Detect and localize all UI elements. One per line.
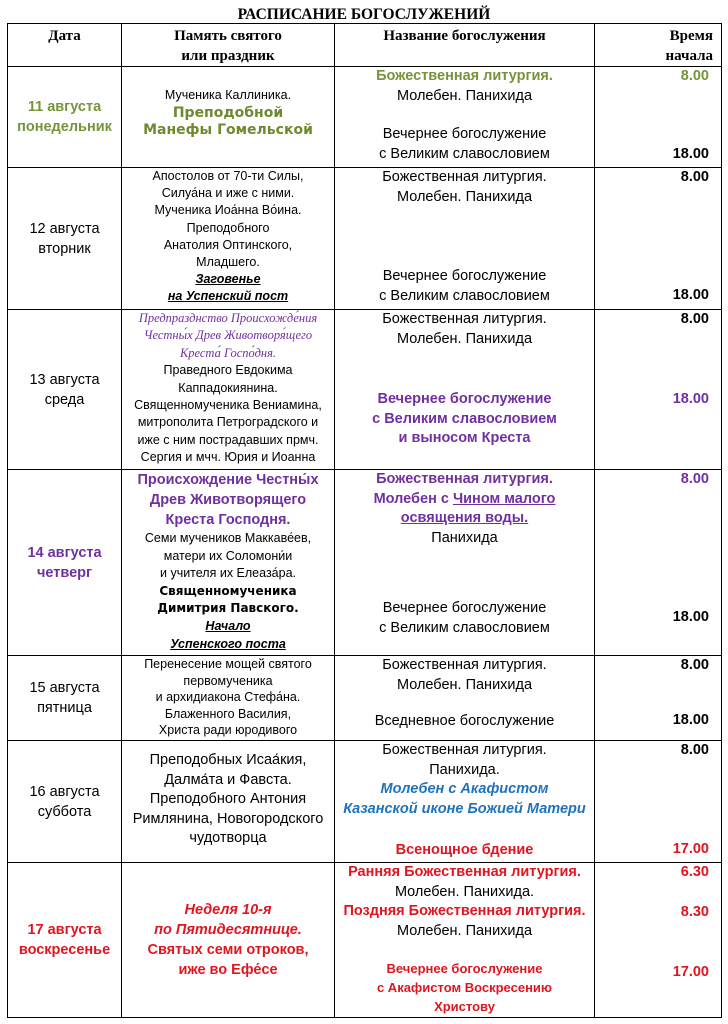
service-cell: Ранняя Божественная литургия. Молебен. Панихида. Поздняя Божественная литургия. Молебен. Панихида Вечернее богослужение с Акафистом Воскресению Христову bbox=[335, 863, 595, 1018]
memory-cell: Неделя 10-я по Пятидесятнице. Святых семи отроков, иже во Ефе́се bbox=[122, 863, 335, 1018]
date-cell: 13 августа среда bbox=[8, 310, 122, 470]
memory-cell: Происхождение Честны́х Древ Животворящего Креста Господня. Семи мучеников Маккаве́ев, матери их Соломони́и и учителя их Елеаза́ра. Священномученика Димитрия Павского. Начало Успенского поста bbox=[122, 470, 335, 656]
memory-cell: Преподобных Исаа́кия, Далма́та и Фавста. Преподобного Антония Римлянина, Новогородского чудотворца bbox=[122, 741, 335, 863]
date-cell: 12 августа вторник bbox=[8, 168, 122, 310]
header-time: Время начала bbox=[595, 24, 722, 67]
table-header-row bbox=[8, 24, 722, 67]
date-cell: 16 августа суббота bbox=[8, 741, 122, 863]
date-cell: 11 августа понедельник bbox=[8, 67, 122, 168]
table-row-aug-15 bbox=[8, 656, 722, 741]
table-row-aug-14 bbox=[8, 470, 722, 656]
time-cell: 8.00 18.00 bbox=[595, 470, 722, 656]
memory-cell: Предпразднство Происхожде́ния Честны́х Древ Животворя́щего Креста́ Госпо́дня. Праведного Евдокима Каппадокиянина. Священномученика Вениамина, митрополита Петроградского и иже с ним пострадавших прмч. Сергия и мчч. Юрия и Иоанна bbox=[122, 310, 335, 470]
service-cell: Божественная литургия. Молебен. Панихида Вечернее богослужение с Великим славословием bbox=[335, 168, 595, 310]
date-cell: 15 августа пятница bbox=[8, 656, 122, 741]
service-cell: Божественная литургия. Молебен с Чином малого освящения воды. Панихида Вечернее богослужение с Великим славословием bbox=[335, 470, 595, 656]
memory-cell: Апостолов от 70-ти Силы, Силуа́на и иже с ними. Мученика Иоа́нна Во́ина. Преподобного Анатолия Оптинского, Младшего. Заговенье на Успенский пост bbox=[122, 168, 335, 310]
time-cell: 8.00 17.00 bbox=[595, 741, 722, 863]
memory-cell: Перенесение мощей святого первомученика и архидиакона Стефа́на. Блаженного Василия, Христа ради юродивого bbox=[122, 656, 335, 741]
memory-cell: Мученика Каллиника. Преподобной Манефы Гомельской bbox=[122, 67, 335, 168]
time-cell: 8.00 18.00 bbox=[595, 168, 722, 310]
time-cell: 8.00 18.00 bbox=[595, 310, 722, 470]
time-cell: 6.30 8.30 17.00 bbox=[595, 863, 722, 1018]
service-cell: Божественная литургия. Панихида. Молебен с Акафистом Казанской иконе Божией Матери Всенощное бдение bbox=[335, 741, 595, 863]
time-cell: 8.00 18.00 bbox=[595, 656, 722, 741]
time-cell: 8.00 18.00 bbox=[595, 67, 722, 168]
date-cell: 17 августа воскресенье bbox=[8, 863, 122, 1018]
header-date: Дата bbox=[8, 24, 122, 67]
service-cell: Божественная литургия. Молебен. Панихида Вечернее богослужение с Великим славословием и выносом Креста bbox=[335, 310, 595, 470]
service-cell: Божественная литургия. Молебен. Панихида Вседневное богослужение bbox=[335, 656, 595, 741]
table-row-aug-12 bbox=[8, 168, 722, 310]
table-row-aug-16 bbox=[8, 741, 722, 863]
page-title: РАСПИСАНИЕ БОГОСЛУЖЕНИЙ bbox=[237, 6, 491, 23]
date-cell: 14 августа четверг bbox=[8, 470, 122, 656]
table-row-aug-17 bbox=[8, 863, 722, 1018]
schedule-table bbox=[7, 23, 722, 1018]
header-memory: Память святого или праздник bbox=[122, 24, 335, 67]
table-row-aug-13 bbox=[8, 310, 722, 470]
header-service: Название богослужения bbox=[335, 24, 595, 67]
service-cell: Божественная литургия. Молебен. Панихида Вечернее богослужение с Великим славословием bbox=[335, 67, 595, 168]
table-row-aug-11 bbox=[8, 67, 722, 168]
